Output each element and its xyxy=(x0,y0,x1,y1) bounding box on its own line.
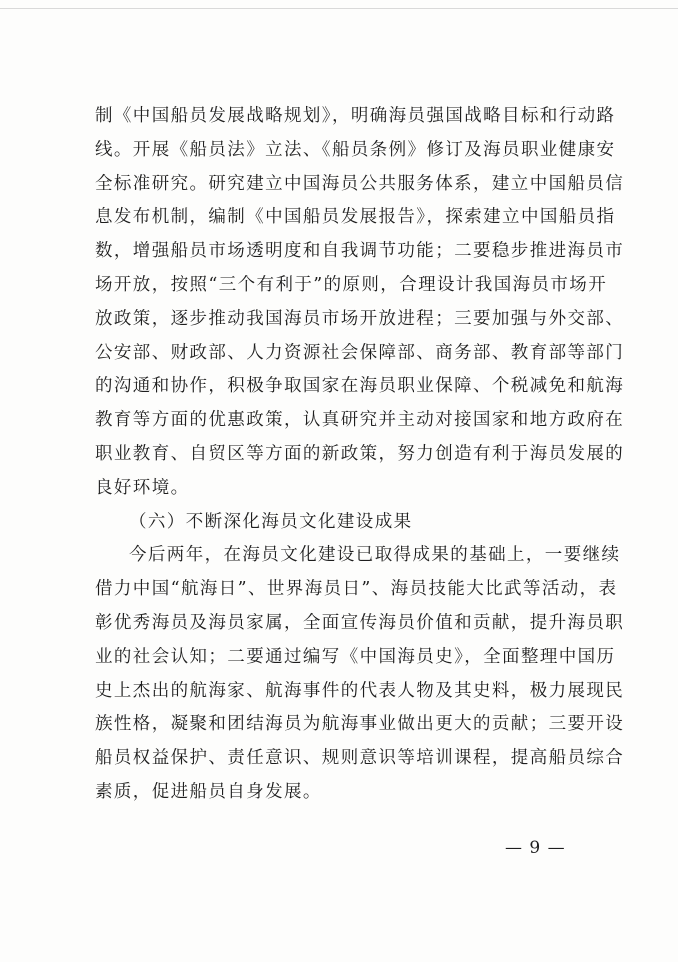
text-line: 放政策，逐步推动我国海员市场开放进程；三要加强与外交部、 xyxy=(95,308,625,329)
section-heading: （六）不断深化海员文化建设成果 xyxy=(129,511,413,532)
top-edge-rule xyxy=(0,8,678,9)
text-line: 素质，促进船员自身发展。 xyxy=(95,781,322,802)
page-number: — 9 — xyxy=(505,838,566,858)
text-line: 的沟通和协作，积极争取国家在海员职业保障、个税减免和航海 xyxy=(95,376,625,397)
text-line: 彰优秀海员及海员家属，全面宣传海员价值和贡献，提升海员职 xyxy=(95,612,625,633)
text-line: 制《中国船员发展战略规划》，明确海员强国战略目标和行动路 xyxy=(95,106,616,126)
text-line: 公安部、财政部、人力资源社会保障部、商务部、教育部等部门 xyxy=(95,342,625,363)
text-line: 全标准研究。研究建立中国海员公共服务体系，建立中国船员信 xyxy=(95,173,625,194)
text-line: 业的社会认知；二要通过编写《中国海员史》，全面整理中国历 xyxy=(95,646,616,667)
text-line: 场开放，按照“三个有利于”的原则，合理设计我国海员市场开 xyxy=(95,274,608,295)
text-line: 线。开展《船员法》立法、《船员条例》修订及海员职业健康安 xyxy=(95,139,616,160)
body-text xyxy=(95,100,625,810)
text-line: 借力中国“航海日”、世界海员日”、海员技能大比武等活动，表 xyxy=(95,579,618,600)
text-line: 教育等方面的优惠政策，认真研究并主动对接国家和地方政府在 xyxy=(95,410,625,431)
text-line: 息发布机制，编制《中国船员发展报告》，探索建立中国船员指 xyxy=(95,207,616,228)
text-line: 史上杰出的航海家、航海事件的代表人物及其史料，极力展现民 xyxy=(95,680,625,701)
paragraph-first-line: 今后两年，在海员文化建设已取得成果的基础上，一要继续 xyxy=(129,545,621,566)
text-line: 数，增强船员市场透明度和自我调节功能；二要稳步推进海员市 xyxy=(95,241,625,262)
text-line: 职业教育、自贸区等方面的新政策，努力创造有利于海员发展的 xyxy=(95,443,625,464)
text-line: 族性格，凝聚和团结海员为航海事业做出更大的贡献；三要开设 xyxy=(95,714,625,735)
text-line: 良好环境。 xyxy=(95,477,190,498)
text-line: 船员权益保护、责任意识、规则意识等培训课程，提高船员综合 xyxy=(95,748,625,769)
